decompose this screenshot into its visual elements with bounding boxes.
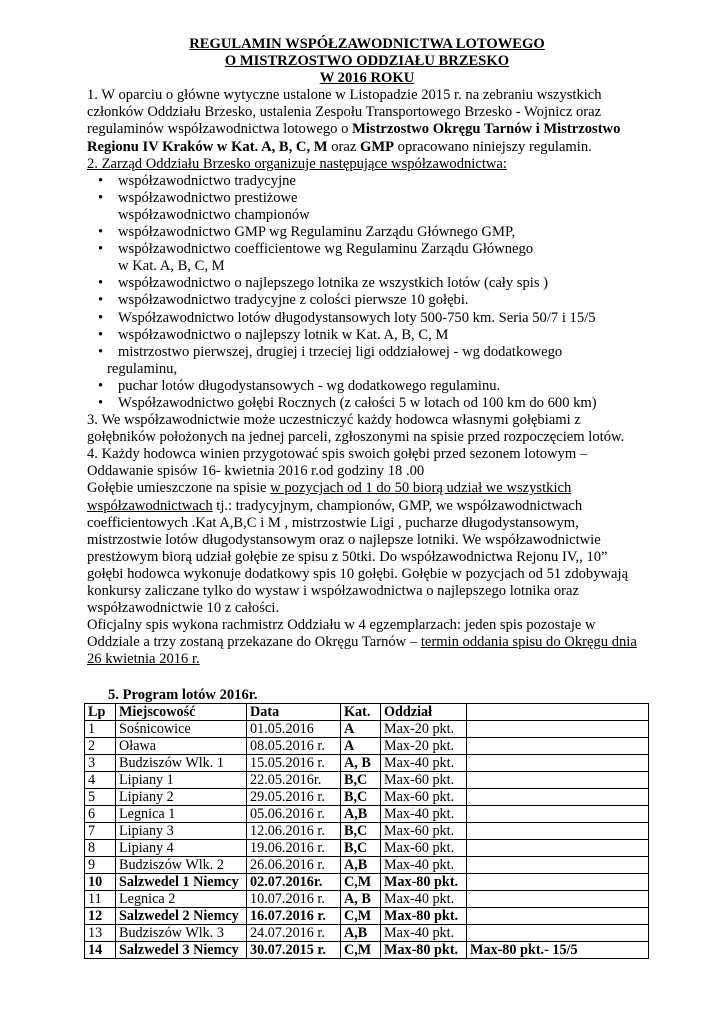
row-extra xyxy=(467,721,649,738)
row-extra xyxy=(467,857,649,874)
table-row xyxy=(85,738,649,755)
row-location: Lipiany 4 xyxy=(116,840,247,857)
row-extra xyxy=(467,840,649,857)
row-date: 26.06.2016 r. xyxy=(247,857,341,874)
row-extra xyxy=(467,772,649,789)
regulations-document xyxy=(87,36,647,959)
row-branch: Max-60 pkt. xyxy=(381,823,467,840)
competition-continuation: w Kat. A, B, C, M xyxy=(118,258,225,275)
competition-item: • współzawodnictwo prestiżowe xyxy=(87,190,647,207)
table-row xyxy=(85,857,649,874)
competition-wrap: regulaminu, xyxy=(107,360,178,377)
row-location: Sośnicowice xyxy=(116,721,247,738)
competition-item: • współzawodnictwo tradycyjne z colości pierwsze 10 gołębi. xyxy=(87,292,647,309)
competition-item: • współzawodnictwo tradycyjne xyxy=(87,173,647,190)
table-header-row xyxy=(85,704,649,721)
row-location: Legnica 1 xyxy=(116,806,247,823)
row-extra xyxy=(467,755,649,772)
title-line-1: REGULAMIN WSPÓŁZAWODNICTWA LOTOWEGO xyxy=(189,36,545,52)
row-category: A,B xyxy=(341,857,381,874)
row-branch: Max-20 pkt. xyxy=(381,738,467,755)
row-date: 05.06.2016 r. xyxy=(247,806,341,823)
row-branch: Max-80 pkt. xyxy=(381,874,467,891)
paragraph-3: 3. We współzawodnictwie może uczestniczyć każdy hodowca własnymi gołębiami z gołębników położonych na jednej parceli, zgłoszonymi na spisie przed rozpoczęciem lotów. xyxy=(87,412,625,446)
row-lp: 7 xyxy=(85,823,116,840)
row-date: 15.05.2016 r. xyxy=(247,755,341,772)
row-lp: 3 xyxy=(85,755,116,772)
table-row xyxy=(85,772,649,789)
competition-item: • współzawodnictwo o najlepszego lotnika ze wszystkich lotów (cały spis ) xyxy=(87,275,647,292)
competition-item: • puchar lotów długodystansowych - wg dodatkowego regulaminu. xyxy=(87,378,647,395)
p1-bold-championships: Mistrzostwo Okręgu Tarnów i Mistrzostwo Regionu IV Kraków w Kat. A, B, C, M xyxy=(87,121,621,155)
row-lp: 11 xyxy=(85,891,116,908)
row-category: B,C xyxy=(341,772,381,789)
row-location: Legnica 2 xyxy=(116,891,247,908)
col-date: Data xyxy=(247,704,341,721)
row-date: 16.07.2016 r. xyxy=(247,908,341,925)
row-location: Lipiany 1 xyxy=(116,772,247,789)
row-extra xyxy=(467,908,649,925)
row-branch: Max-40 pkt. xyxy=(381,755,467,772)
row-location: Salzwedel 1 Niemcy xyxy=(116,874,247,891)
underlined-positions: w pozycjach od 1 do 50 biorą udział we wszystkich współzawodnictwach xyxy=(87,480,572,514)
table-row xyxy=(85,721,649,738)
row-lp: 1 xyxy=(85,721,116,738)
table-row xyxy=(85,806,649,823)
row-lp: 4 xyxy=(85,772,116,789)
row-date: 30.07.2015 r. xyxy=(247,942,341,959)
p1-end: opracowano niniejszy regulamin. xyxy=(394,138,592,155)
row-branch: Max-40 pkt. xyxy=(381,857,467,874)
competition-item: • Współzawodnictwo lotów długodystansowych loty 500-750 km. Seria 50/7 i 15/5 xyxy=(87,310,647,327)
row-extra xyxy=(467,789,649,806)
row-extra xyxy=(467,823,649,840)
row-location: Budziszów Wlk. 3 xyxy=(116,925,247,942)
table-row xyxy=(85,755,649,772)
col-branch: Oddział xyxy=(381,704,467,721)
row-date: 01.05.2016 xyxy=(247,721,341,738)
row-lp: 9 xyxy=(85,857,116,874)
row-date: 12.06.2016 r. xyxy=(247,823,341,840)
col-extra xyxy=(467,704,649,721)
table-row xyxy=(85,908,649,925)
p1-bold-gmp: GMP xyxy=(359,138,395,155)
competition-item: • mistrzostwo pierwszej, drugiej i trzeciej ligi oddziałowej - wg dodatkowego xyxy=(87,344,647,361)
flight-program-table xyxy=(84,703,649,959)
row-extra xyxy=(467,806,649,823)
row-location: Budziszów Wlk. 1 xyxy=(116,755,247,772)
paragraph-4-line-1: 4. Każdy hodowca winien przygotować spis swoich gołębi przed sezonem lotowym – xyxy=(87,446,588,463)
row-lp: 14 xyxy=(85,942,116,959)
table-row xyxy=(85,891,649,908)
row-date: 08.05.2016 r. xyxy=(247,738,341,755)
row-extra xyxy=(467,874,649,891)
competition-list xyxy=(87,173,647,412)
row-category: A,B xyxy=(341,925,381,942)
row-category: B,C xyxy=(341,789,381,806)
competition-item: • Współzawodnictwo gołębi Rocznych (z całości 5 w lotach od 100 km do 600 km) xyxy=(87,395,647,412)
title-line-3: W 2016 ROKU xyxy=(319,70,415,87)
title-line-2: O MISTRZOSTWO ODDZIAŁU BRZESKO xyxy=(224,53,510,70)
competition-item: • współzawodnictwo coefficientowe wg Regulaminu Zarządu Głównego xyxy=(87,241,647,258)
row-extra xyxy=(467,925,649,942)
row-branch: Max-60 pkt. xyxy=(381,840,467,857)
row-lp: 6 xyxy=(85,806,116,823)
row-branch: Max-20 pkt. xyxy=(381,721,467,738)
row-branch: Max-40 pkt. xyxy=(381,891,467,908)
competition-item: • współzawodnictwo GMP wg Regulaminu Zarządu Głównego GMP, xyxy=(87,224,647,241)
underlined-deadline: termin oddania spisu do Okręgu dnia 26 kwietnia 2016 r. xyxy=(87,634,637,668)
row-extra xyxy=(467,738,649,755)
row-date: 10.07.2016 r. xyxy=(247,891,341,908)
row-lp: 13 xyxy=(85,925,116,942)
row-category: C,M xyxy=(341,908,381,925)
paragraph-4-official-list: Oficjalny spis wykona rachmistrz Oddziału w 4 egzemplarzach: jeden spis pozostaje w Oddziale a trzy zostaną przekazane do Okręgu Tarnów – termin oddania spisu do Okręgu dnia 26 kwietnia 2016 r. xyxy=(87,617,637,668)
row-branch: Max-60 pkt. xyxy=(381,772,467,789)
row-location: Lipiany 3 xyxy=(116,823,247,840)
p1-text: 1. W oparciu o główne wytyczne ustalone w Listopadzie 2015 r. na zebraniu wszystkich członków Oddziału Brzesko, ustalenia Zespołu Transportowego Brzesko - Wojnicz oraz regulaminów współzawodnictwa lotowego o xyxy=(87,87,602,138)
row-location: Salzwedel 2 Niemcy xyxy=(116,908,247,925)
col-category: Kat. xyxy=(341,704,381,721)
col-lp: Lp xyxy=(85,704,116,721)
table-row xyxy=(85,789,649,806)
paragraph-4-pigeons: Gołębie umieszczone na spisie w pozycjach od 1 do 50 biorą udział we wszystkich współzawodnictwach tj.: tradycyjnym, championów, GMP, we współzawodnictwach coefficientowych .Kat A,B,C i M , mistrzostwie Ligi , pucharze długodystansowym, mistrzostwie lotów długodystansowym oraz o najlepsze lotniki. We współzawodnictwie prestżowym biorą udział gołębie ze spisu z 50tki. Do współzawodnictwa Rejonu IV,, 10” gołębi hodowca wykonuje dodatkowy spis 10 gołębi. Gołębie w pozycjach od 51 zdobywają konkursy zaliczane tylko do wystaw i współzawodnictwa o najlepszego lotnika oraz współzawodnictwie 10 z całości. xyxy=(87,480,629,617)
row-branch: Max-80 pkt. xyxy=(381,908,467,925)
row-date: 24.07.2016 r. xyxy=(247,925,341,942)
row-category: A, B xyxy=(341,891,381,908)
row-extra xyxy=(467,891,649,908)
row-date: 22.05.2016r. xyxy=(247,772,341,789)
row-category: A xyxy=(341,721,381,738)
p1-mid: oraz xyxy=(327,138,360,155)
section-5-heading: 5. Program lotów 2016r. xyxy=(108,687,258,704)
paragraph-4-line-2: Oddawanie spisów 16- kwietnia 2016 r.od godziny 18 .00 xyxy=(87,463,425,480)
row-branch: Max-60 pkt. xyxy=(381,789,467,806)
row-location: Oława xyxy=(116,738,247,755)
row-location: Salzwedel 3 Niemcy xyxy=(116,942,247,959)
row-extra: Max-80 pkt.- 15/5 xyxy=(467,942,649,959)
table-row xyxy=(85,840,649,857)
row-category: C,M xyxy=(341,942,381,959)
row-category: A xyxy=(341,738,381,755)
col-location: Miejscowość xyxy=(116,704,247,721)
row-date: 29.05.2016 r. xyxy=(247,789,341,806)
row-lp: 2 xyxy=(85,738,116,755)
row-category: B,C xyxy=(341,823,381,840)
row-date: 02.07.2016r. xyxy=(247,874,341,891)
row-lp: 12 xyxy=(85,908,116,925)
paragraph-2-heading: 2. Zarząd Oddziału Brzesko organizuje następujące współzawodnictwa: xyxy=(87,155,507,172)
row-location: Budziszów Wlk. 2 xyxy=(116,857,247,874)
row-lp: 8 xyxy=(85,840,116,857)
row-branch: Max-40 pkt. xyxy=(381,806,467,823)
row-lp: 5 xyxy=(85,789,116,806)
row-location: Lipiany 2 xyxy=(116,789,247,806)
row-category: A,B xyxy=(341,806,381,823)
row-category: B,C xyxy=(341,840,381,857)
row-lp: 10 xyxy=(85,874,116,891)
table-row xyxy=(85,874,649,891)
table-row xyxy=(85,942,649,959)
competition-continuation: współzawodnictwo championów xyxy=(118,206,310,223)
row-date: 19.06.2016 r. xyxy=(247,840,341,857)
row-category: A, B xyxy=(341,755,381,772)
row-branch: Max-80 pkt. xyxy=(381,942,467,959)
competition-item: • współzawodnictwo o najlepszy lotnik w Kat. A, B, C, M xyxy=(87,327,647,344)
table-row xyxy=(85,823,649,840)
table-row xyxy=(85,925,649,942)
row-category: C,M xyxy=(341,874,381,891)
paragraph-1 xyxy=(87,87,647,155)
row-branch: Max-40 pkt. xyxy=(381,925,467,942)
